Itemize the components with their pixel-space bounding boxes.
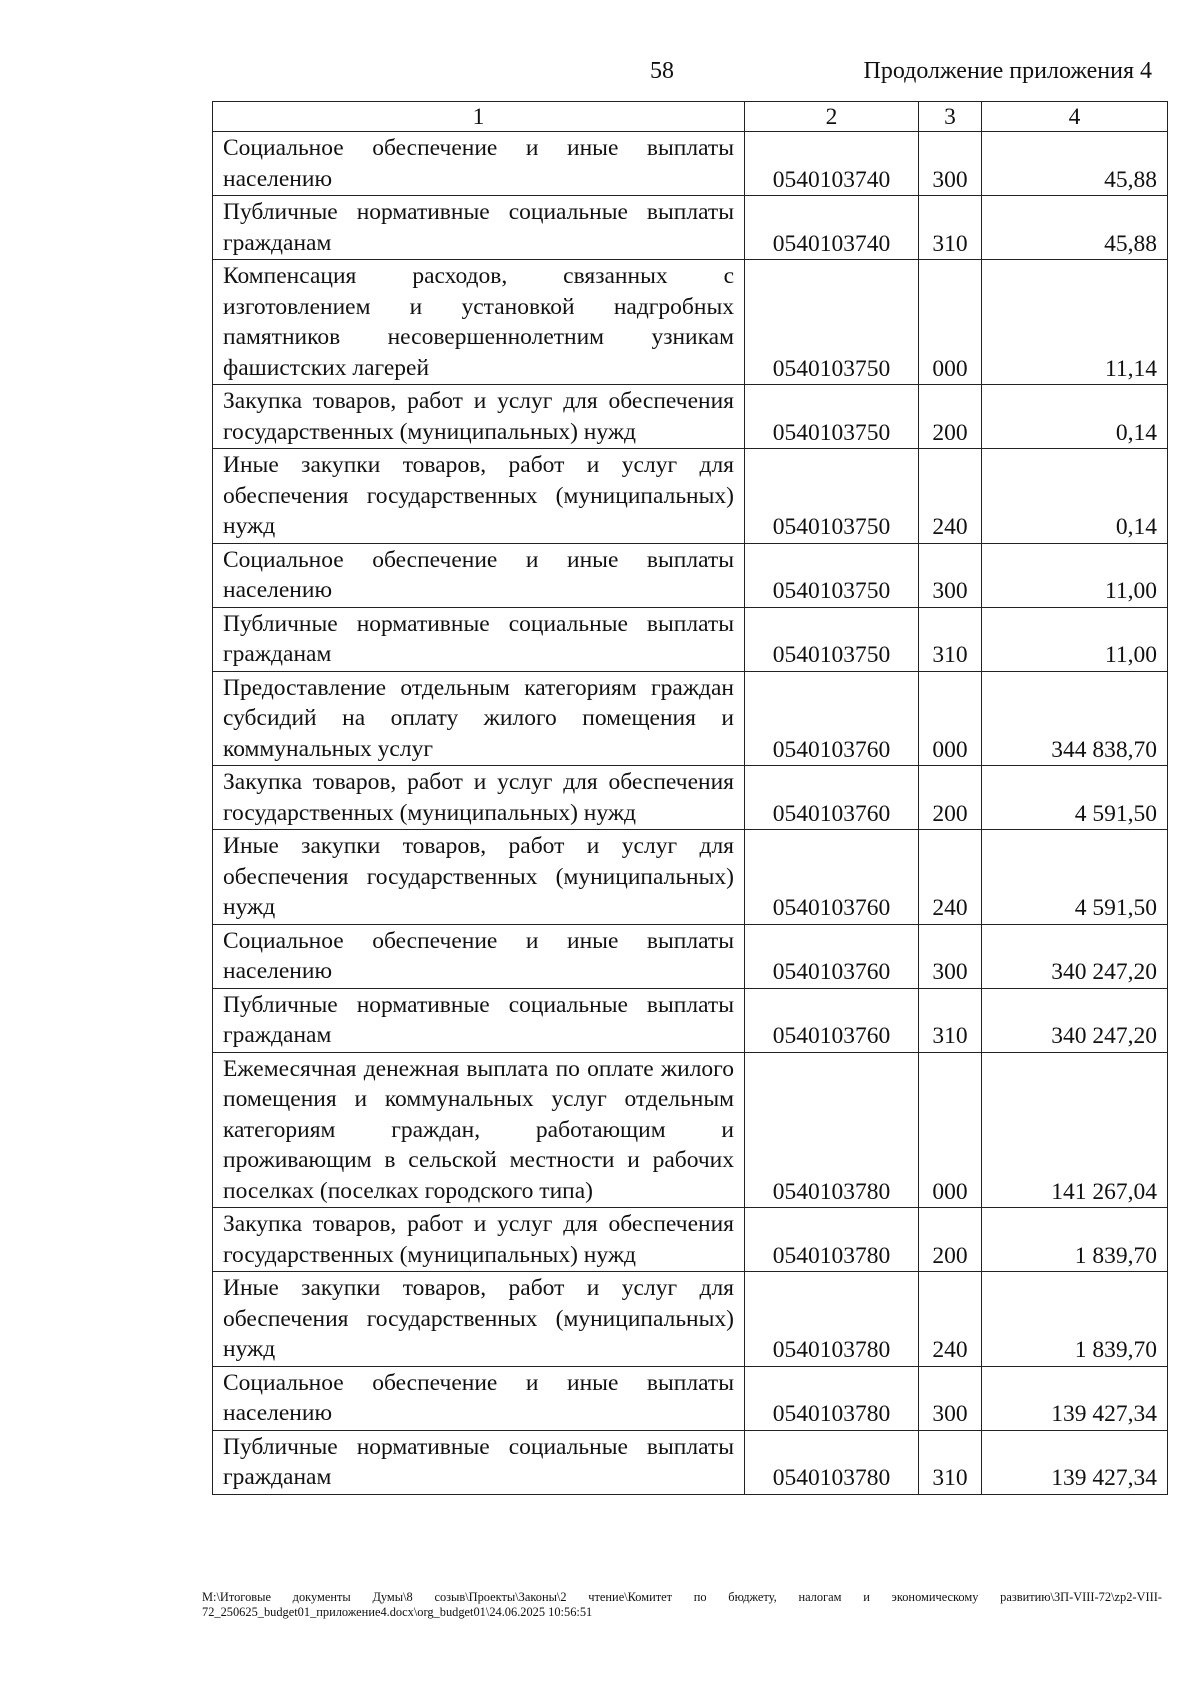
row-name-cell: Иные закупки товаров, работ и услуг для обеспечения государственных (муниципальных) нужд xyxy=(213,1272,745,1367)
table-row xyxy=(213,260,1168,385)
continuation-label: Продолжение приложения 4 xyxy=(863,58,1152,84)
table-row xyxy=(213,543,1168,607)
row-name-cell: Закупка товаров, работ и услуг для обеспечения государственных (муниципальных) нужд xyxy=(213,766,745,830)
row-sum-cell: 45,88 xyxy=(982,132,1168,196)
row-code-cell: 0540103780 xyxy=(745,1208,919,1272)
row-code-cell: 0540103750 xyxy=(745,449,919,544)
row-name-cell: Социальное обеспечение и иные выплаты населению xyxy=(213,924,745,988)
row-type-cell: 000 xyxy=(919,1052,982,1208)
row-name-cell: Публичные нормативные социальные выплаты гражданам xyxy=(213,607,745,671)
table-row xyxy=(213,1208,1168,1272)
row-code-cell: 0540103780 xyxy=(745,1272,919,1367)
table-row xyxy=(213,766,1168,830)
row-sum-cell: 0,14 xyxy=(982,385,1168,449)
budget-table xyxy=(212,101,1168,1495)
row-code-cell: 0540103750 xyxy=(745,543,919,607)
column-header-3: 3 xyxy=(919,102,982,132)
row-type-cell: 200 xyxy=(919,385,982,449)
row-sum-cell: 11,14 xyxy=(982,260,1168,385)
row-name-cell: Компенсация расходов, связанных с изготовлением и установкой надгробных памятников несовершеннолетним узникам фашистских лагерей xyxy=(213,260,745,385)
table-row xyxy=(213,449,1168,544)
column-number-row xyxy=(213,102,1168,132)
row-type-cell: 300 xyxy=(919,1366,982,1430)
row-code-cell: 0540103760 xyxy=(745,671,919,766)
row-code-cell: 0540103750 xyxy=(745,385,919,449)
table-row xyxy=(213,1366,1168,1430)
page-number: 58 xyxy=(650,58,674,84)
column-header-4: 4 xyxy=(982,102,1168,132)
row-sum-cell: 340 247,20 xyxy=(982,924,1168,988)
row-code-cell: 0540103780 xyxy=(745,1430,919,1494)
table-row xyxy=(213,1430,1168,1494)
row-code-cell: 0540103760 xyxy=(745,924,919,988)
table-row xyxy=(213,607,1168,671)
row-type-cell: 310 xyxy=(919,1430,982,1494)
row-code-cell: 0540103750 xyxy=(745,260,919,385)
row-name-cell: Публичные нормативные социальные выплаты гражданам xyxy=(213,1430,745,1494)
row-sum-cell: 11,00 xyxy=(982,607,1168,671)
row-sum-cell: 0,14 xyxy=(982,449,1168,544)
row-sum-cell: 45,88 xyxy=(982,196,1168,260)
row-type-cell: 200 xyxy=(919,1208,982,1272)
row-sum-cell: 344 838,70 xyxy=(982,671,1168,766)
row-code-cell: 0540103740 xyxy=(745,196,919,260)
row-name-cell: Социальное обеспечение и иные выплаты населению xyxy=(213,132,745,196)
row-type-cell: 300 xyxy=(919,924,982,988)
row-name-cell: Ежемесячная денежная выплата по оплате жилого помещения и коммунальных услуг отдельным категориям граждан, работающим и проживающим в сельской местности и рабочих поселках (поселках городского типа) xyxy=(213,1052,745,1208)
row-type-cell: 300 xyxy=(919,543,982,607)
row-name-cell: Иные закупки товаров, работ и услуг для обеспечения государственных (муниципальных) нужд xyxy=(213,449,745,544)
row-type-cell: 240 xyxy=(919,449,982,544)
row-type-cell: 300 xyxy=(919,132,982,196)
table-row xyxy=(213,924,1168,988)
row-type-cell: 000 xyxy=(919,260,982,385)
row-code-cell: 0540103750 xyxy=(745,607,919,671)
row-type-cell: 310 xyxy=(919,196,982,260)
row-name-cell: Публичные нормативные социальные выплаты гражданам xyxy=(213,196,745,260)
row-name-cell: Публичные нормативные социальные выплаты гражданам xyxy=(213,988,745,1052)
table-body xyxy=(213,132,1168,1495)
row-sum-cell: 4 591,50 xyxy=(982,766,1168,830)
row-sum-cell: 1 839,70 xyxy=(982,1208,1168,1272)
row-sum-cell: 139 427,34 xyxy=(982,1366,1168,1430)
row-type-cell: 240 xyxy=(919,1272,982,1367)
row-name-cell: Закупка товаров, работ и услуг для обеспечения государственных (муниципальных) нужд xyxy=(213,1208,745,1272)
row-name-cell: Социальное обеспечение и иные выплаты населению xyxy=(213,1366,745,1430)
row-name-cell: Социальное обеспечение и иные выплаты населению xyxy=(213,543,745,607)
row-sum-cell: 1 839,70 xyxy=(982,1272,1168,1367)
row-sum-cell: 139 427,34 xyxy=(982,1430,1168,1494)
row-type-cell: 000 xyxy=(919,671,982,766)
row-code-cell: 0540103740 xyxy=(745,132,919,196)
row-type-cell: 310 xyxy=(919,988,982,1052)
column-header-1: 1 xyxy=(213,102,745,132)
row-type-cell: 310 xyxy=(919,607,982,671)
row-code-cell: 0540103760 xyxy=(745,766,919,830)
table-row xyxy=(213,132,1168,196)
table-row xyxy=(213,196,1168,260)
row-name-cell: Закупка товаров, работ и услуг для обеспечения государственных (муниципальных) нужд xyxy=(213,385,745,449)
row-sum-cell: 11,00 xyxy=(982,543,1168,607)
row-sum-cell: 141 267,04 xyxy=(982,1052,1168,1208)
row-code-cell: 0540103760 xyxy=(745,988,919,1052)
table-row xyxy=(213,1052,1168,1208)
row-sum-cell: 340 247,20 xyxy=(982,988,1168,1052)
row-code-cell: 0540103780 xyxy=(745,1052,919,1208)
row-code-cell: 0540103780 xyxy=(745,1366,919,1430)
table-row xyxy=(213,385,1168,449)
row-name-cell: Предоставление отдельным категориям граждан субсидий на оплату жилого помещения и коммунальных услуг xyxy=(213,671,745,766)
file-path-footer: M:\Итоговые документы Думы\8 созыв\Проекты\Законы\2 чтение\Комитет по бюджету, налогам и экономическому развитию\ЗП-VIII-72\zp2-VIII-72_250625_budget01_приложение4.docx\org_budget01\24.06.2025 10:56:51 xyxy=(202,1590,1162,1619)
row-type-cell: 240 xyxy=(919,830,982,925)
column-header-2: 2 xyxy=(745,102,919,132)
row-code-cell: 0540103760 xyxy=(745,830,919,925)
table-row xyxy=(213,671,1168,766)
row-name-cell: Иные закупки товаров, работ и услуг для обеспечения государственных (муниципальных) нужд xyxy=(213,830,745,925)
table-row xyxy=(213,830,1168,925)
row-type-cell: 200 xyxy=(919,766,982,830)
table-row xyxy=(213,1272,1168,1367)
table-row xyxy=(213,988,1168,1052)
row-sum-cell: 4 591,50 xyxy=(982,830,1168,925)
